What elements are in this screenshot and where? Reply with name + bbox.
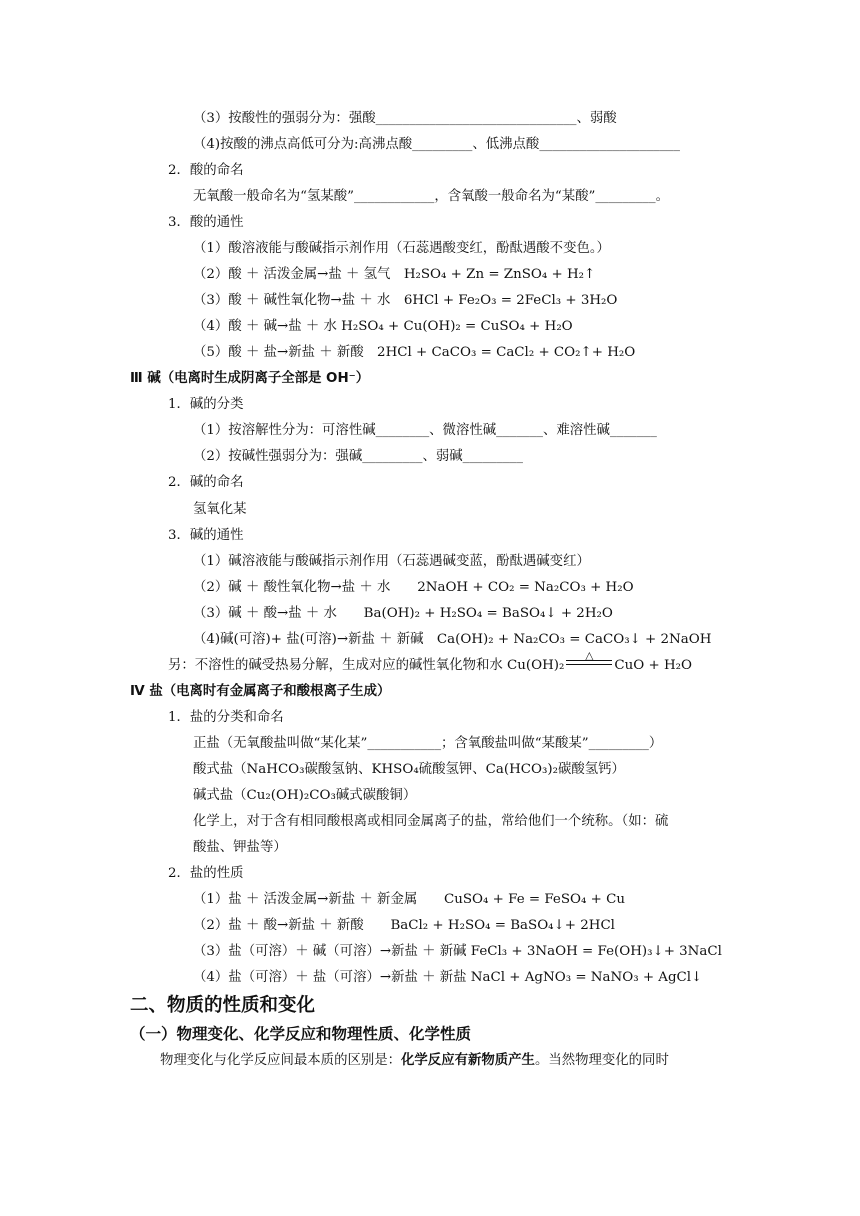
emphasis-text: 化学反应有新物质产生 — [401, 1053, 535, 1068]
equation-line: （3）碱 ＋ 酸→盐 ＋ 水 Ba(OH)₂ + H₂SO₄ = BaSO₄↓ + 2H₂O — [193, 606, 613, 621]
text-line: （4)按酸的沸点高低可分为:高沸点酸_________、低沸点酸_____________________ — [193, 137, 680, 152]
section-heading: 3．酸的通性 — [168, 215, 244, 230]
heat-triangle-icon: △ — [585, 649, 594, 662]
text-line: （3）按酸性的强弱分为：强酸______________________________、弱酸 — [193, 111, 617, 126]
equation-line: （4）盐（可溶）＋ 盐（可溶）→新盐 ＋ 新盐 NaCl + AgNO₃ = NaNO₃ + AgCl↓ — [193, 970, 703, 985]
paragraph-line — [160, 1052, 669, 1070]
note-text-products: CuO + H₂O — [614, 658, 692, 673]
roman-heading: Ⅲ 碱（电离时生成阴离子全部是 OH⁻） — [130, 371, 370, 386]
section-heading: 1．碱的分类 — [168, 397, 244, 412]
text-line: （2）按碱性强弱分为：强碱_________、弱碱_________ — [193, 449, 523, 464]
text-line: 氢氧化某 — [193, 502, 247, 517]
paragraph-text-end: 。当然物理变化的同时 — [534, 1053, 669, 1068]
section-heading: 1．盐的分类和命名 — [168, 710, 284, 725]
text-line: 碱式盐（Cu₂(OH)₂CO₃碱式碳酸铜） — [193, 788, 417, 803]
equation-line: （1）盐 ＋ 活泼金属→新盐 ＋ 新金属 CuSO₄ + Fe = FeSO₄ + Cu — [193, 892, 625, 907]
text-line: 酸盐、钾盐等） — [193, 840, 287, 855]
text-line: 酸式盐（NaHCO₃碳酸氢钠、KHSO₄硫酸氢钾、Ca(HCO₃)₂碳酸氢钙） — [193, 762, 625, 777]
roman-heading: Ⅳ 盐（电离时有金属离子和酸根离子生成） — [130, 684, 391, 699]
equation-line: （2）盐 ＋ 酸→新盐 ＋ 新酸 BaCl₂ + H₂SO₄ = BaSO₄↓+ 2HCl — [193, 918, 615, 933]
text-line: 化学上，对于含有相同酸根离或相同金属离子的盐，常给他们一个统称。（如：硫 — [193, 814, 669, 829]
double-equals-sign — [566, 660, 612, 665]
equation-line — [168, 649, 692, 675]
text-line: （1）碱溶液能与酸碱指示剂作用（石蕊遇碱变蓝，酚酞遇碱变红） — [193, 554, 590, 569]
equation-line: （5）酸 ＋ 盐→新盐 ＋ 新酸 2HCl + CaCO₃ = CaCl₂ + CO₂↑+ H₂O — [193, 345, 636, 360]
equation-line: （4)碱(可溶)+ 盐(可溶)→新盐 ＋ 新碱 Ca(OH)₂ + Na₂CO₃ = CaCO₃↓ + 2NaOH — [193, 632, 712, 647]
text-line: 无氧酸一般命名为“氢某酸”____________，含氧酸一般命名为“某酸”_________。 — [193, 189, 669, 204]
equation-line: （4）酸 ＋ 碱→盐 ＋ 水 H₂SO₄ + Cu(OH)₂ = CuSO₄ + H₂O — [193, 319, 573, 334]
subchapter-heading: （一）物理变化、化学反应和物理性质、化学性质 — [130, 1025, 472, 1043]
section-heading: 2．盐的性质 — [168, 866, 244, 881]
equation-line: （3）酸 ＋ 碱性氧化物→盐 ＋ 水 6HCl + Fe₂O₃ = 2FeCl₃ + 3H₂O — [193, 293, 618, 308]
paragraph-text: 物理变化与化学反应间最本质的区别是： — [160, 1053, 402, 1068]
text-line: （1）酸溶液能与酸碱指示剂作用（石蕊遇酸变红，酚酞遇酸不变色。） — [193, 241, 610, 256]
section-heading: 3．碱的通性 — [168, 528, 244, 543]
chapter-heading: 二、物质的性质和变化 — [130, 995, 316, 1016]
equation-line: （2）酸 ＋ 活泼金属→盐 ＋ 氢气 H₂SO₄ + Zn = ZnSO₄ + H₂↑ — [193, 267, 596, 282]
note-text: 另：不溶性的碱受热易分解，生成对应的碱性氧化物和水 Cu(OH)₂ — [168, 658, 565, 673]
equation-line: （2）碱 ＋ 酸性氧化物→盐 ＋ 水 2NaOH + CO₂ = Na₂CO₃ + H₂O — [193, 580, 634, 595]
equation-line: （3）盐（可溶）＋ 碱（可溶）→新盐 ＋ 新碱 FeCl₃ + 3NaOH = Fe(OH)₃↓+ 3NaCl — [193, 944, 722, 959]
section-heading: 2．酸的命名 — [168, 163, 244, 178]
text-line: （1）按溶解性分为：可溶性碱________、微溶性碱_______、难溶性碱_______ — [193, 423, 657, 438]
section-heading: 2．碱的命名 — [168, 475, 244, 490]
heating-condition — [566, 649, 612, 669]
text-line: 正盐（无氧酸盐叫做“某化某”___________；含氧酸盐叫做“某酸某”_________） — [193, 736, 663, 751]
